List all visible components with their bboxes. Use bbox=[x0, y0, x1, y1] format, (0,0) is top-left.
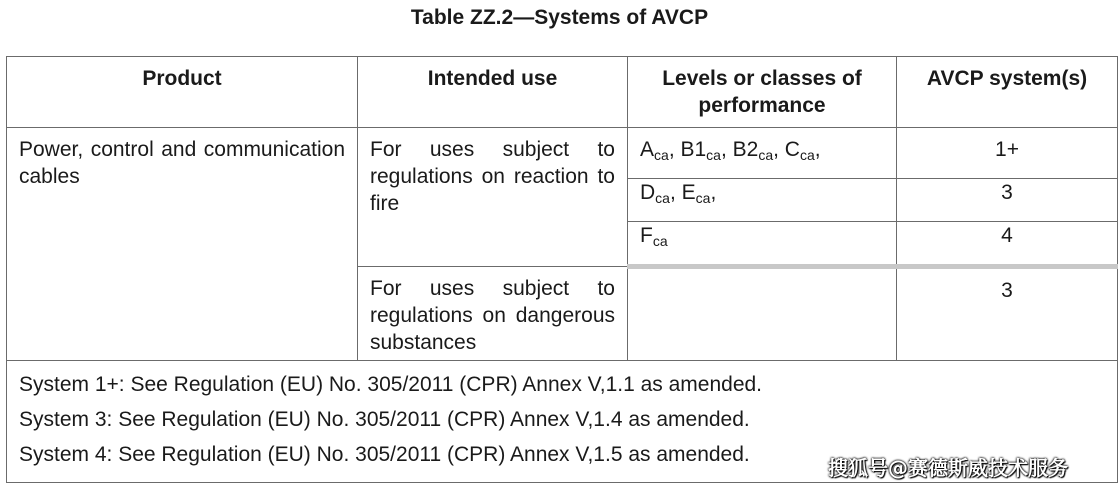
level-sub: ca bbox=[695, 190, 711, 206]
note-system-1plus: System 1+: See Regulation (EU) No. 305/2011 (CPR) Annex V,1.1 as amended. bbox=[19, 373, 763, 396]
level-cell-row1: $A_{ca}$, $B1_{ca}$, $B2_{ca}$, $C_{ca}$, bbox=[628, 128, 897, 179]
note-system-4: System 4: See Regulation (EU) No. 305/2011 (CPR) Annex V,1.5 as amended. bbox=[19, 443, 750, 466]
avcp-cell-row1: 1+ bbox=[897, 128, 1118, 179]
level-b2: B2 bbox=[732, 138, 759, 161]
level-cell-row2: $D_{ca}$, $E_{ca}$, bbox=[628, 179, 897, 222]
intended-use-fire-cell: For uses subject to regulations on reaction to fire bbox=[358, 128, 628, 267]
note-system-3: System 3: See Regulation (EU) No. 305/2011 (CPR) Annex V,1.4 as amended. bbox=[19, 408, 750, 431]
level-sub: ca bbox=[706, 147, 721, 163]
header-product: Product bbox=[7, 57, 358, 128]
level-a: A bbox=[640, 138, 655, 161]
level-e: E bbox=[681, 181, 696, 204]
level-cell-row4 bbox=[628, 267, 897, 361]
avcp-cell-row2: 3 bbox=[897, 179, 1118, 222]
level-d: D bbox=[640, 181, 656, 204]
product-cell: Power, control and communication cables bbox=[7, 128, 358, 361]
table-header-row bbox=[7, 57, 1118, 128]
header-levels: Levels or classes of performance bbox=[628, 57, 897, 128]
header-intended-use: Intended use bbox=[358, 57, 628, 128]
level-sub: ca bbox=[652, 233, 668, 249]
avcp-systems-table bbox=[6, 56, 1118, 483]
header-avcp: AVCP system(s) bbox=[897, 57, 1118, 128]
level-sub: ca bbox=[655, 190, 670, 206]
level-b1: B1 bbox=[680, 138, 707, 161]
level-f: F bbox=[640, 224, 653, 247]
table-title: Table ZZ.2—Systems of AVCP bbox=[410, 6, 709, 29]
avcp-cell-row4: 3 bbox=[897, 267, 1118, 361]
level-sub: ca bbox=[758, 147, 774, 163]
avcp-cell-row3: 4 bbox=[897, 222, 1118, 267]
table-row bbox=[7, 128, 1118, 179]
level-c: C bbox=[784, 138, 800, 161]
level-cell-row3 bbox=[628, 222, 897, 267]
level-sub: ca bbox=[654, 147, 669, 163]
intended-use-danger-cell: For uses subject to regulations on dangerous substances bbox=[358, 267, 628, 361]
level-sub: ca bbox=[799, 147, 815, 163]
watermark: 搜狐号@赛德斯威技术服务 bbox=[828, 456, 1068, 480]
